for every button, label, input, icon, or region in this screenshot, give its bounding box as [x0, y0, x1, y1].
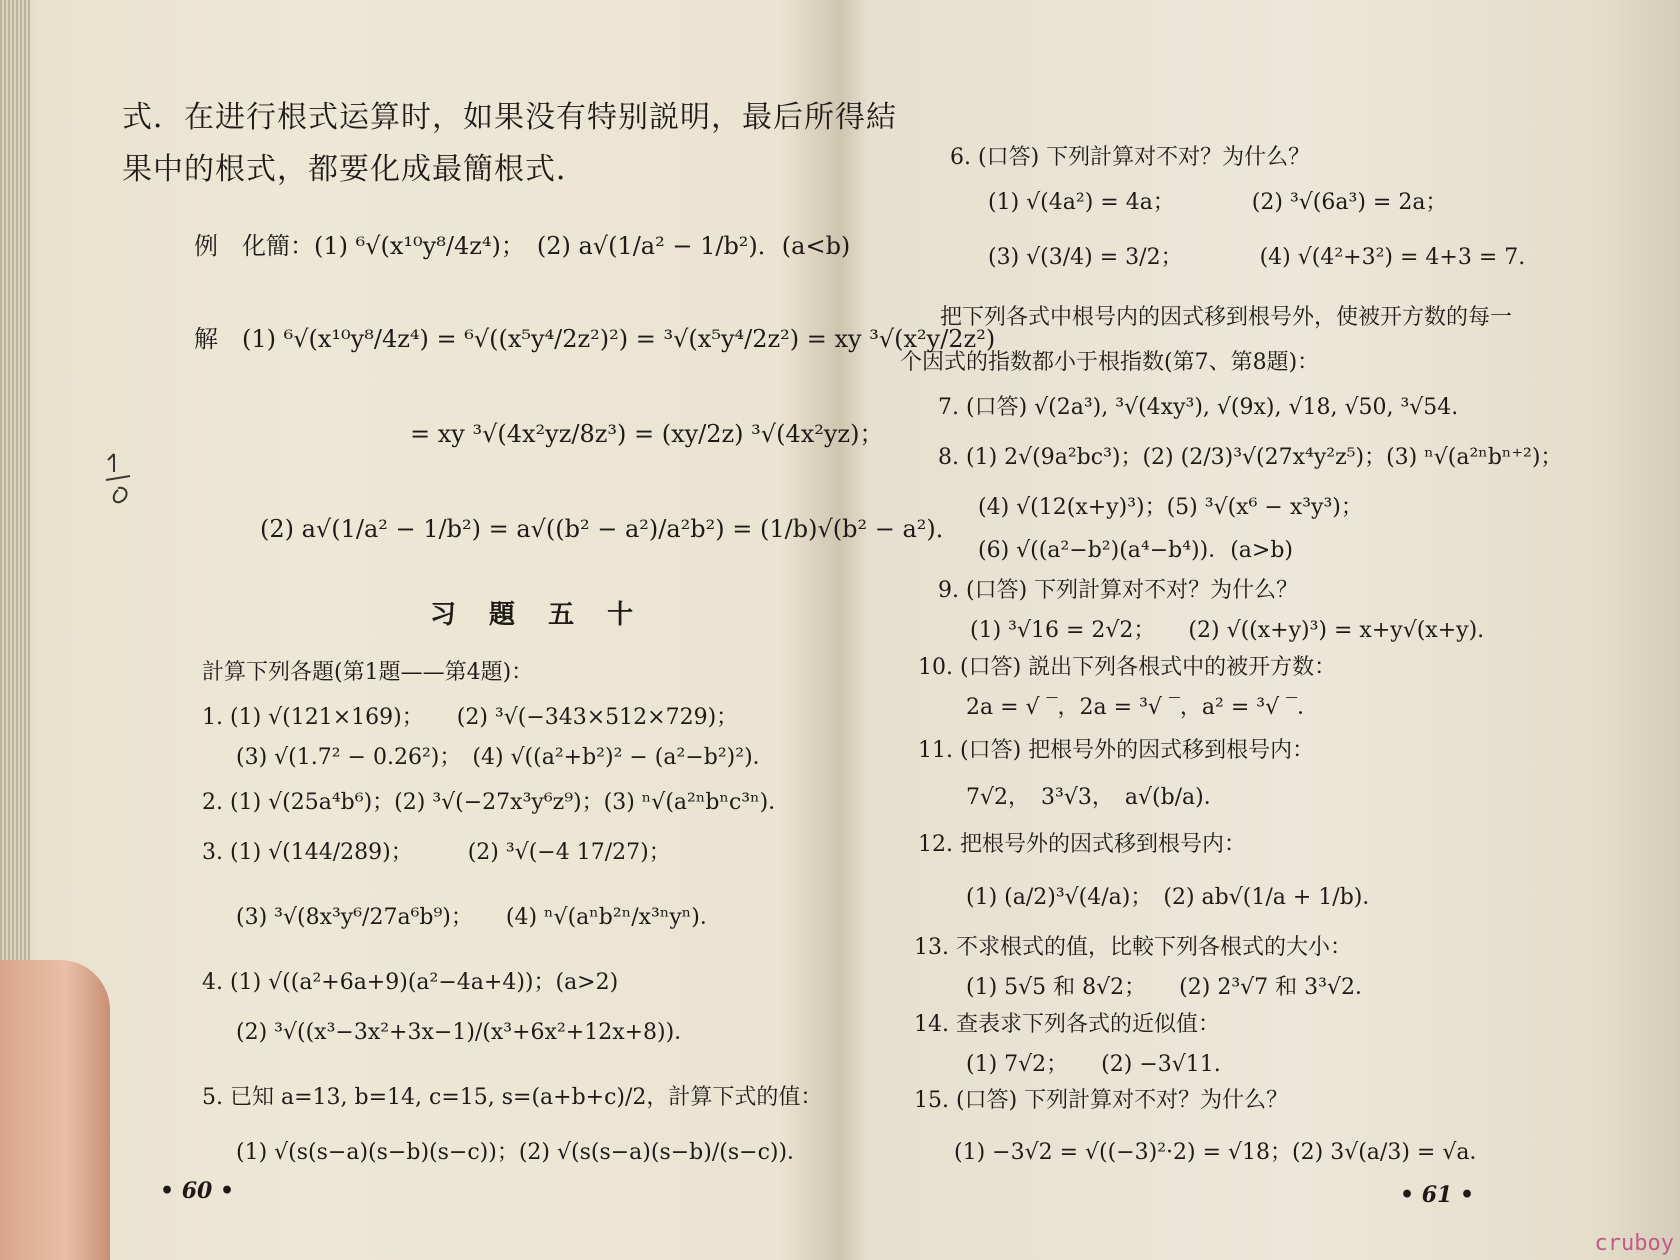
text-line: (1) 7√2； (2) −3√11. [966, 1052, 1221, 1077]
exercise-item: 5. 已知 a=13, b=14, c=15, s=(a+b+c)/2，計算下式的值： [202, 1085, 823, 1110]
example-line: 例 化簡：(1) ⁶√(x¹⁰y⁸/4z⁴)； (2) a√(1/a² − 1/b²)．(a<b) [194, 232, 851, 260]
text-line: 15. (口答) 下列計算对不对？为什么？ [914, 1088, 1289, 1113]
thumb [0, 960, 110, 1260]
exercise-item: 1. (1) √(121×169)； (2) ³√(−343×512×729)； [202, 705, 739, 730]
exercise-item: 2. (1) √(25a⁴b⁶)；(2) ³√(−27x³y⁶z⁹)；(3) ⁿ√(a²ⁿbⁿc³ⁿ)． [202, 790, 791, 815]
exercise-item: 4. (1) √((a²+6a+9)(a²−4a+4))；(a>2) [202, 970, 619, 995]
left-page [110, 0, 996, 1260]
solution-2: (2) a√(1/a² − 1/b²) = a√((b² − a²)/a²b²) = (1/b)√(b² − a²)． [260, 515, 960, 543]
text-line: (1) (a/2)³√(4/a)； (2) ab√(1/a + 1/b)． [966, 885, 1385, 910]
text-line: 11. (口答) 把根号外的因式移到根号内： [918, 738, 1315, 763]
exercise-item: 3. (1) √(144/289)； (2) ³√(−4 17/27)； [202, 840, 671, 865]
text-line: 个因式的指数都小于根指数(第7、第8題)： [900, 350, 1320, 375]
text-line: 10. (口答) 説出下列各根式中的被开方数： [918, 655, 1337, 680]
page-number-right: • 61 • [1400, 1182, 1475, 1208]
text-line: (1) −3√2 = √((−3)²·2) = √18；(2) 3√(a/3) = √a． [954, 1140, 1492, 1165]
text-line: 9. (口答) 下列計算对不对？为什么？ [938, 578, 1299, 603]
exercise-item: (3) √(1.7² − 0.26²)； (4) √((a²+b²)² − (a²−b²)²)． [236, 745, 775, 770]
text-line: (6) √((a²−b²)(a⁴−b⁴))．(a>b) [978, 538, 1294, 563]
intro-line-2: 果中的根式，都要化成最簡根式． [122, 152, 587, 187]
pencil-mark [100, 450, 140, 510]
exercise-instruction: 計算下列各題(第1題——第4題)： [202, 660, 534, 685]
text-line: 6. (口答) 下列計算对不对？为什么？ [950, 145, 1311, 170]
text-line: (1) √(4a²) = 4a； (2) ³√(6a³) = 2a； [988, 190, 1448, 215]
text-line: 8. (1) 2√(9a²bc³)；(2) (2/3)³√(27x⁴y²z⁵)；(3) ⁿ√(a²ⁿbⁿ⁺²)； [938, 445, 1563, 470]
text-line: 7√2， 3³√3， a√(b/a)． [966, 785, 1226, 810]
solution-1-cont: = xy ³√(4x²yz/8z³) = (xy/2z) ³√(4x²yz)； [410, 420, 884, 448]
solution-1: 解 (1) ⁶√(x¹⁰y⁸/4z⁴) = ⁶√((x⁵y⁴/2z²)²) = ³√(x⁵y⁴/2z²) = xy ³√(x²y/2z²) [194, 325, 996, 353]
text-line: 13. 不求根式的值，比較下列各根式的大小： [914, 935, 1352, 960]
watermark: cruboy [1594, 1231, 1674, 1256]
exercise-item: (2) ³√((x³−3x²+3x−1)/(x³+6x²+12x+8))． [236, 1020, 697, 1045]
text-line: (1) 5√5 和 8√2； (2) 2³√7 和 3³√2． [966, 975, 1377, 1000]
page-number-left: • 60 • [160, 1178, 235, 1204]
text-line: (3) √(3/4) = 3/2； (4) √(4²+3²) = 4+3 = 7. [988, 245, 1526, 270]
text-line: 12. 把根号外的因式移到根号内： [918, 832, 1246, 857]
right-page [900, 0, 1650, 1260]
text-line: (1) ³√16 = 2√2； (2) √((x+y)³) = x+y√(x+y). [970, 618, 1485, 643]
exercise-title: 习 題 五 十 [430, 600, 646, 630]
text-line: 把下列各式中根号内的因式移到根号外，使被开方数的每一 [940, 305, 1513, 330]
text-line: 7. (口答) √(2a³), ³√(4xy³), √(9x), √18, √50, ³√54. [938, 395, 1459, 420]
text-line: 2a = √ ‾，2a = ³√ ‾，a² = ³√ ‾． [966, 695, 1320, 720]
intro-line-1: 式．在进行根式运算时，如果没有特别説明，最后所得結 [122, 100, 897, 135]
text-line: (4) √(12(x+y)³)；(5) ³√(x⁶ − x³y³)； [978, 495, 1363, 520]
exercise-item: (3) ³√(8x³y⁶/27a⁶b⁹)； (4) ⁿ√(aⁿb²ⁿ/x³ⁿyⁿ)． [236, 905, 722, 930]
exercise-item: (1) √(s(s−a)(s−b)(s−c))；(2) √(s(s−a)(s−b)/(s−c))． [236, 1140, 810, 1165]
text-line: 14. 查表求下列各式的近似值： [914, 1012, 1220, 1037]
